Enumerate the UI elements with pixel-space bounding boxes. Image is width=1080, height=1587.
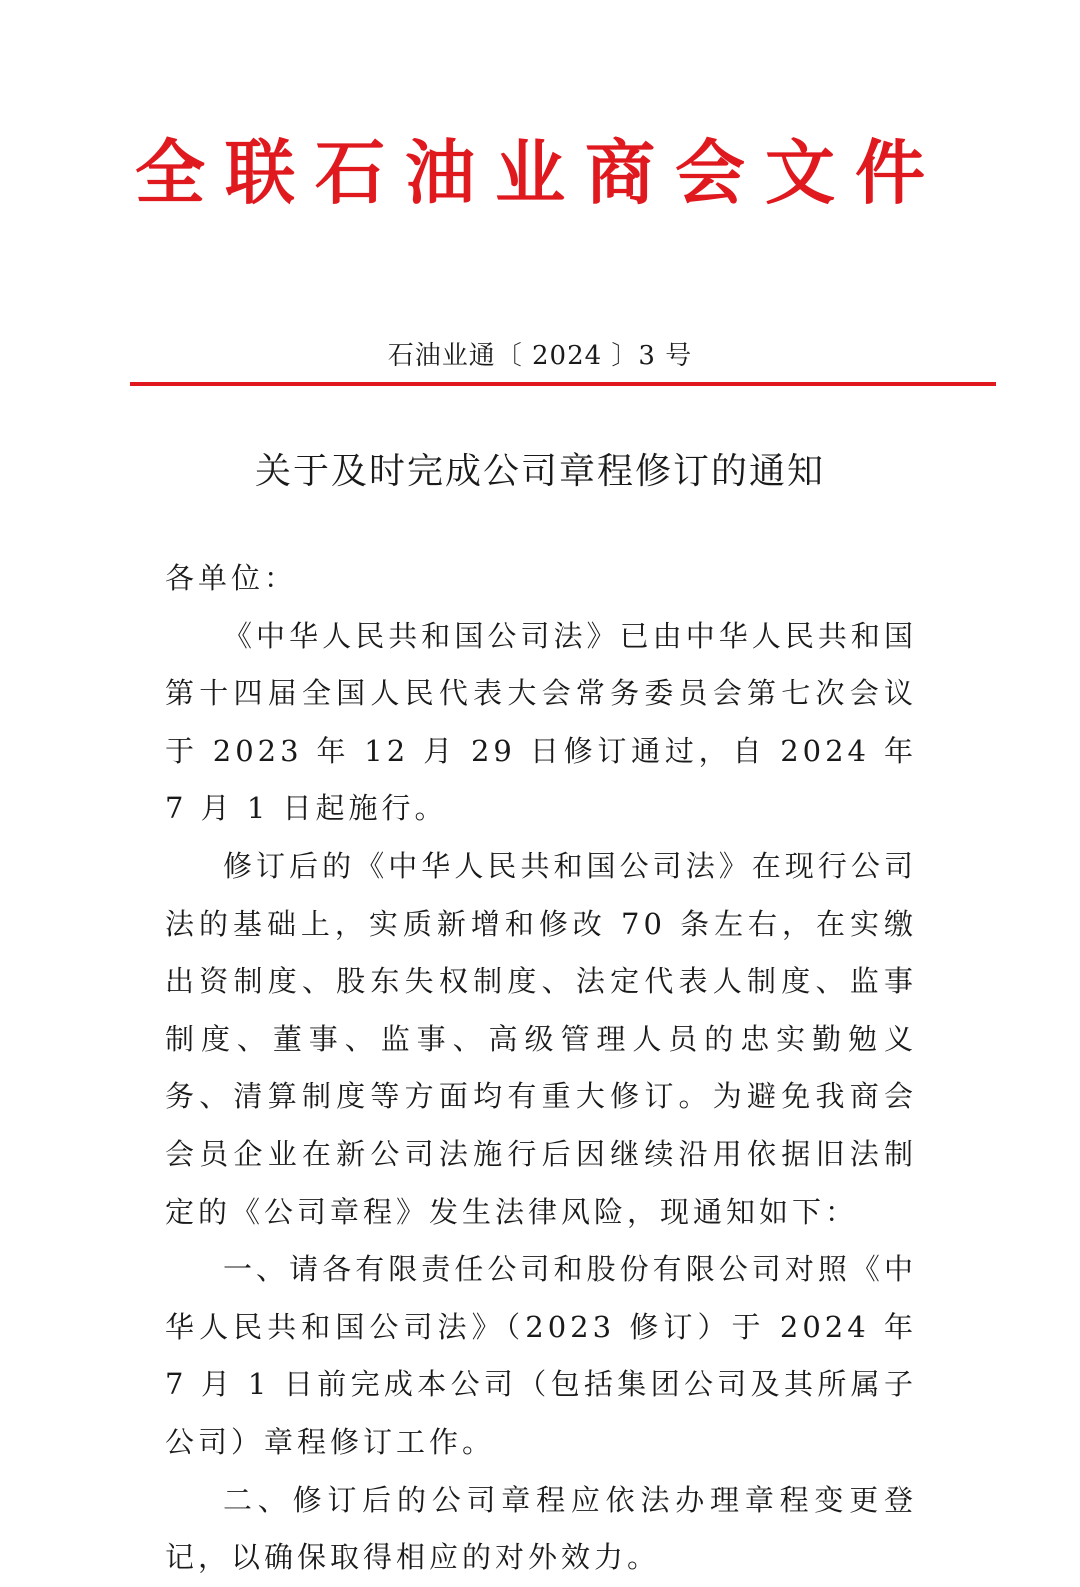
body-paragraph-3: 一、请各有限责任公司和股份有限公司对照《中华人民共和国公司法》（2023 修订）于 2024 年 7 月 1 日前完成本公司（包括集团公司及其所属子公司）章程修订工作。 (165, 1252, 917, 1459)
document-header-title: 全联石油业商会文件 (135, 132, 945, 214)
salutation: 各单位： (165, 561, 298, 595)
header-divider (130, 382, 996, 386)
notice-body (165, 550, 917, 1587)
body-paragraph-1: 《中华人民共和国公司法》已由中华人民共和国第十四届全国人民代表大会常务委员会第七次会议于 2023 年 12 月 29 日修订通过，自 2024 年 7 月 1 日起施行。 (165, 618, 917, 826)
body-paragraph-2: 修订后的《中华人民共和国公司法》在现行公司法的基础上，实质新增和修改 70 条左右，在实缴出资制度、股东失权制度、法定代表人制度、监事制度、董事、监事、高级管理人员的忠实勤勉义务、清算制度等方面均有重大修订。为避免我商会会员企业在新公司法施行后因继续沿用依据旧法制定的《公司章程》发生法律风险，现通知如下： (165, 848, 917, 1229)
notice-subject-title: 关于及时完成公司章程修订的通知 (254, 451, 825, 492)
body-paragraph-4: 二、修订后的公司章程应依法办理章程变更登记，以确保取得相应的对外效力。 (165, 1482, 917, 1575)
document-number: 石油业通〔 2024 〕3 号 (387, 341, 693, 371)
